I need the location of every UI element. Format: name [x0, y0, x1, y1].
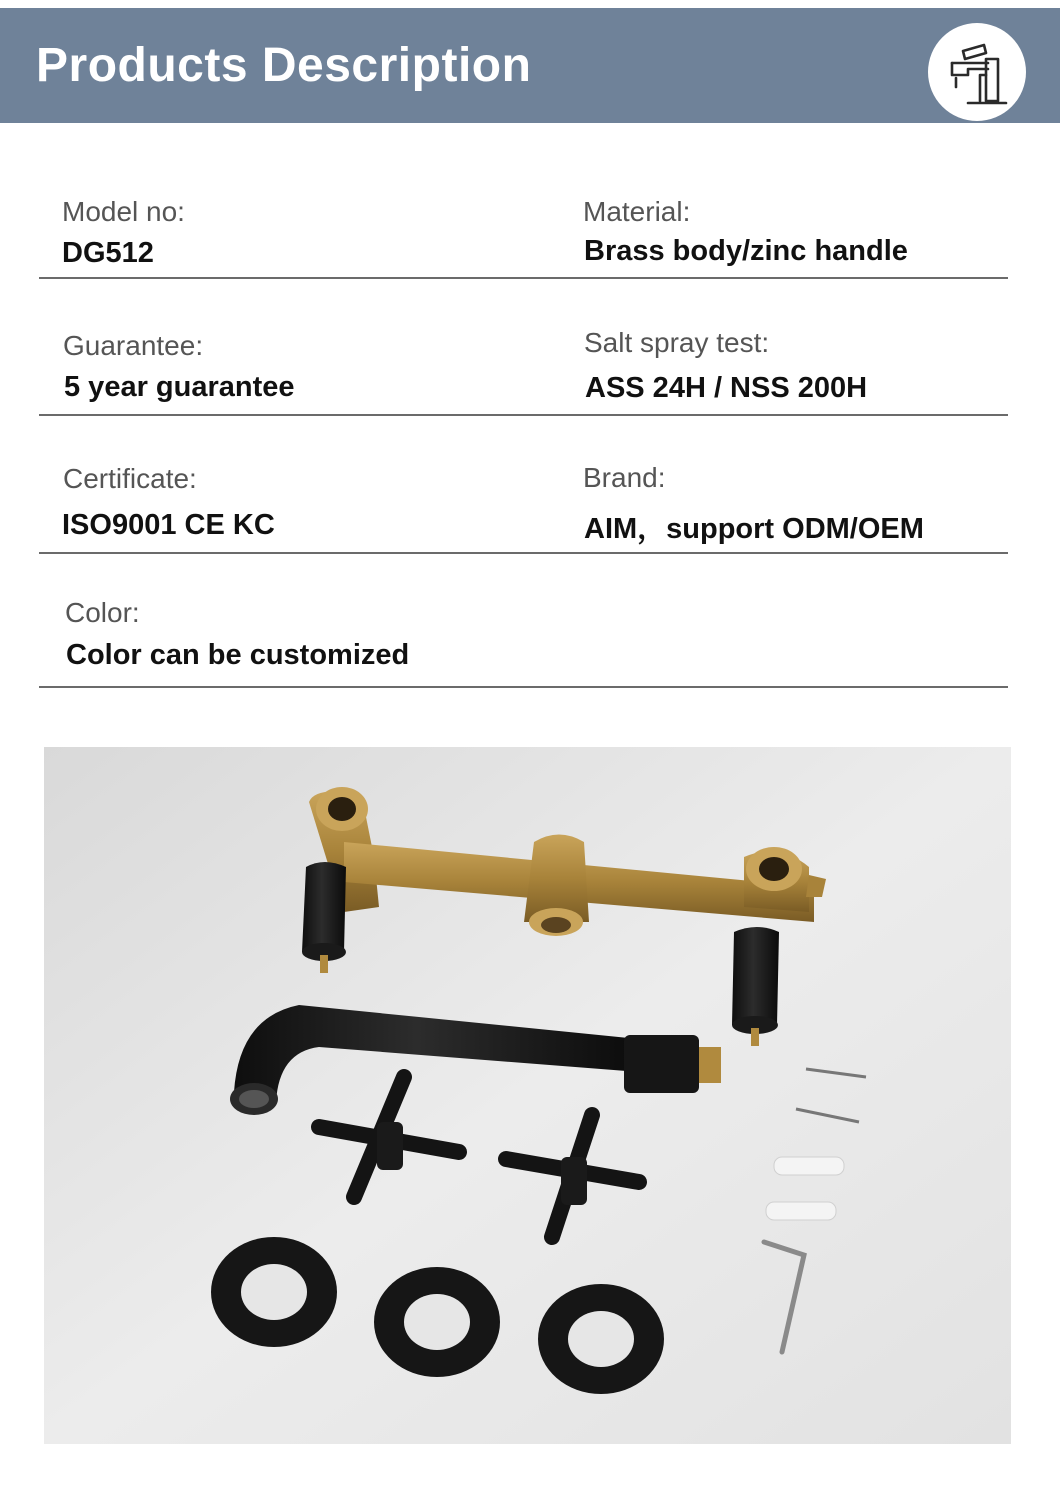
header-banner — [0, 8, 1060, 123]
product-photo — [44, 747, 1011, 1444]
certificate-label: Certificate: — [63, 463, 197, 494]
model-label: Model no: — [62, 196, 185, 227]
salt-spray-label: Salt spray test: — [584, 327, 770, 358]
row-divider — [39, 686, 1008, 688]
brand-value: AIM，support ODM/OEM — [584, 513, 924, 545]
color-label: Color: — [65, 597, 140, 628]
material-value: Brass body/zinc handle — [584, 235, 908, 267]
faucet-icon — [928, 23, 1026, 121]
row-divider — [39, 552, 1008, 554]
certificate-value: ISO9001 CE KC — [62, 509, 275, 541]
model-value: DG512 — [62, 237, 154, 269]
brand-label: Brand: — [583, 462, 666, 493]
material-label: Material: — [583, 196, 691, 227]
salt-spray-value: ASS 24H / NSS 200H — [585, 372, 868, 404]
guarantee-label: Guarantee: — [63, 330, 204, 361]
row-divider — [39, 414, 1008, 416]
page-title: Products Description — [36, 39, 532, 92]
guarantee-value: 5 year guarantee — [64, 371, 295, 403]
row-divider — [39, 277, 1008, 279]
color-value: Color can be customized — [66, 639, 410, 671]
